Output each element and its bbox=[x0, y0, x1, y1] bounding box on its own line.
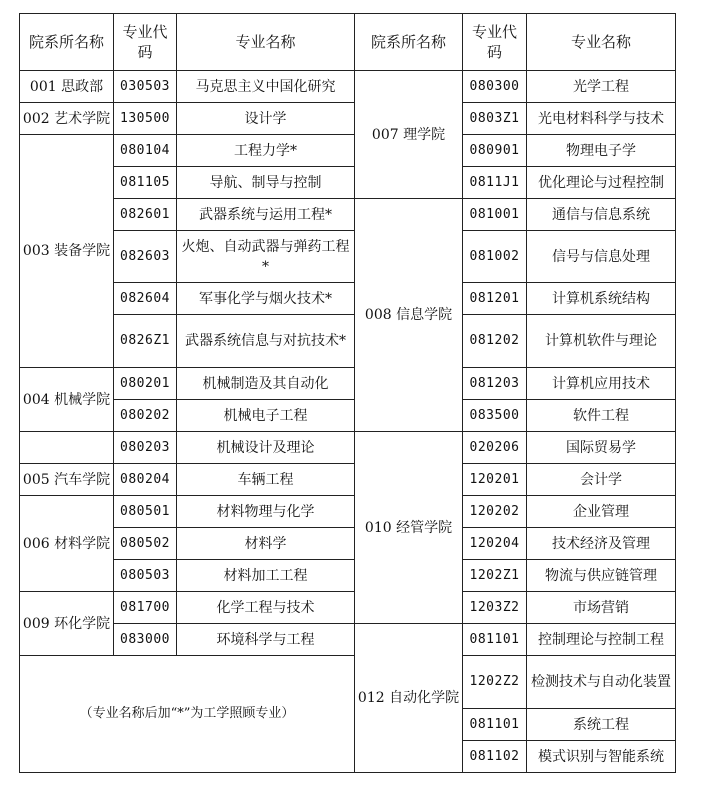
major-name: 车辆工程 bbox=[177, 464, 355, 496]
major-code: 080104 bbox=[114, 135, 177, 167]
dept-cell: 003 装备学院 bbox=[20, 135, 114, 368]
major-code: 120202 bbox=[463, 496, 527, 528]
major-code: 080901 bbox=[463, 135, 527, 167]
table-row bbox=[20, 368, 676, 400]
table-row bbox=[20, 496, 676, 528]
header-dept-left: 院系所名称 bbox=[20, 14, 114, 71]
major-code: 081202 bbox=[463, 315, 527, 368]
major-code: 0811J1 bbox=[463, 167, 527, 199]
table-row bbox=[20, 528, 676, 560]
major-code: 080502 bbox=[114, 528, 177, 560]
major-code: 081203 bbox=[463, 368, 527, 400]
header-name-right: 专业名称 bbox=[527, 14, 676, 71]
table-row bbox=[20, 231, 676, 283]
dept-cell-continued bbox=[20, 432, 114, 464]
major-name: 马克思主义中国化研究 bbox=[177, 71, 355, 103]
table-row bbox=[20, 103, 676, 135]
major-name: 光电材料科学与技术 bbox=[527, 103, 676, 135]
dept-cell: 010 经管学院 bbox=[355, 432, 463, 624]
major-name: 材料学 bbox=[177, 528, 355, 560]
table-row bbox=[20, 135, 676, 167]
major-code: 1202Z1 bbox=[463, 560, 527, 592]
major-code: 1202Z2 bbox=[463, 656, 527, 709]
majors-table bbox=[19, 13, 676, 773]
dept-cell: 001 思政部 bbox=[20, 71, 114, 103]
majors-table-container bbox=[19, 13, 676, 773]
table-row bbox=[20, 592, 676, 624]
major-name: 机械电子工程 bbox=[177, 400, 355, 432]
table-row bbox=[20, 656, 676, 709]
major-code: 081700 bbox=[114, 592, 177, 624]
major-code: 082603 bbox=[114, 231, 177, 283]
major-code: 120201 bbox=[463, 464, 527, 496]
footnote: （专业名称后加“*”为工学照顾专业） bbox=[20, 656, 355, 773]
major-name: 技术经济及管理 bbox=[527, 528, 676, 560]
major-name: 材料加工工程 bbox=[177, 560, 355, 592]
dept-cell: 002 艺术学院 bbox=[20, 103, 114, 135]
dept-cell: 012 自动化学院 bbox=[355, 624, 463, 773]
header-code-left: 专业代码 bbox=[114, 14, 177, 71]
table-row bbox=[20, 464, 676, 496]
table-row bbox=[20, 432, 676, 464]
table-row bbox=[20, 624, 676, 656]
table-row bbox=[20, 283, 676, 315]
major-name: 国际贸易学 bbox=[527, 432, 676, 464]
major-code: 081002 bbox=[463, 231, 527, 283]
major-name: 检测技术与自动化装置 bbox=[527, 656, 676, 709]
major-code: 1203Z2 bbox=[463, 592, 527, 624]
dept-cell: 007 理学院 bbox=[355, 71, 463, 199]
major-code: 082601 bbox=[114, 199, 177, 231]
major-code: 081201 bbox=[463, 283, 527, 315]
major-name: 物流与供应链管理 bbox=[527, 560, 676, 592]
dept-cell: 006 材料学院 bbox=[20, 496, 114, 592]
major-name: 机械设计及理论 bbox=[177, 432, 355, 464]
table-row bbox=[20, 199, 676, 231]
major-name: 软件工程 bbox=[527, 400, 676, 432]
major-code: 081102 bbox=[463, 741, 527, 773]
dept-cell: 005 汽车学院 bbox=[20, 464, 114, 496]
major-name: 信号与信息处理 bbox=[527, 231, 676, 283]
major-name: 计算机系统结构 bbox=[527, 283, 676, 315]
major-name: 武器系统信息与对抗技术* bbox=[177, 315, 355, 368]
major-code: 080201 bbox=[114, 368, 177, 400]
major-name: 光学工程 bbox=[527, 71, 676, 103]
major-code: 081101 bbox=[463, 709, 527, 741]
major-code: 080300 bbox=[463, 71, 527, 103]
major-code: 083000 bbox=[114, 624, 177, 656]
table-row bbox=[20, 315, 676, 368]
dept-cell: 009 环化学院 bbox=[20, 592, 114, 656]
header-code-right: 专业代码 bbox=[463, 14, 527, 71]
major-name: 通信与信息系统 bbox=[527, 199, 676, 231]
major-name: 环境科学与工程 bbox=[177, 624, 355, 656]
major-code: 080202 bbox=[114, 400, 177, 432]
major-name: 计算机应用技术 bbox=[527, 368, 676, 400]
major-name: 化学工程与技术 bbox=[177, 592, 355, 624]
major-name: 导航、制导与控制 bbox=[177, 167, 355, 199]
major-code: 082604 bbox=[114, 283, 177, 315]
major-code: 081101 bbox=[463, 624, 527, 656]
dept-cell: 008 信息学院 bbox=[355, 199, 463, 432]
table-row bbox=[20, 400, 676, 432]
major-name: 设计学 bbox=[177, 103, 355, 135]
header-dept-right: 院系所名称 bbox=[355, 14, 463, 71]
major-code: 120204 bbox=[463, 528, 527, 560]
table-row bbox=[20, 71, 676, 103]
major-code: 081001 bbox=[463, 199, 527, 231]
major-name: 系统工程 bbox=[527, 709, 676, 741]
table-row bbox=[20, 167, 676, 199]
major-name: 计算机软件与理论 bbox=[527, 315, 676, 368]
dept-cell: 004 机械学院 bbox=[20, 368, 114, 432]
major-code: 080501 bbox=[114, 496, 177, 528]
major-name: 武器系统与运用工程* bbox=[177, 199, 355, 231]
major-code: 020206 bbox=[463, 432, 527, 464]
major-name: 火炮、自动武器与弹药工程* bbox=[177, 231, 355, 283]
major-code: 0803Z1 bbox=[463, 103, 527, 135]
major-code: 080203 bbox=[114, 432, 177, 464]
major-name: 模式识别与智能系统 bbox=[527, 741, 676, 773]
header-row bbox=[20, 14, 676, 71]
major-code: 081105 bbox=[114, 167, 177, 199]
major-name: 企业管理 bbox=[527, 496, 676, 528]
major-code: 030503 bbox=[114, 71, 177, 103]
major-name: 市场营销 bbox=[527, 592, 676, 624]
major-code: 080204 bbox=[114, 464, 177, 496]
major-code: 083500 bbox=[463, 400, 527, 432]
major-name: 会计学 bbox=[527, 464, 676, 496]
major-name: 物理电子学 bbox=[527, 135, 676, 167]
major-name: 机械制造及其自动化 bbox=[177, 368, 355, 400]
major-name: 控制理论与控制工程 bbox=[527, 624, 676, 656]
header-name-left: 专业名称 bbox=[177, 14, 355, 71]
table-row bbox=[20, 560, 676, 592]
major-code: 080503 bbox=[114, 560, 177, 592]
major-code: 0826Z1 bbox=[114, 315, 177, 368]
major-code: 130500 bbox=[114, 103, 177, 135]
major-name: 工程力学* bbox=[177, 135, 355, 167]
major-name: 优化理论与过程控制 bbox=[527, 167, 676, 199]
major-name: 军事化学与烟火技术* bbox=[177, 283, 355, 315]
major-name: 材料物理与化学 bbox=[177, 496, 355, 528]
